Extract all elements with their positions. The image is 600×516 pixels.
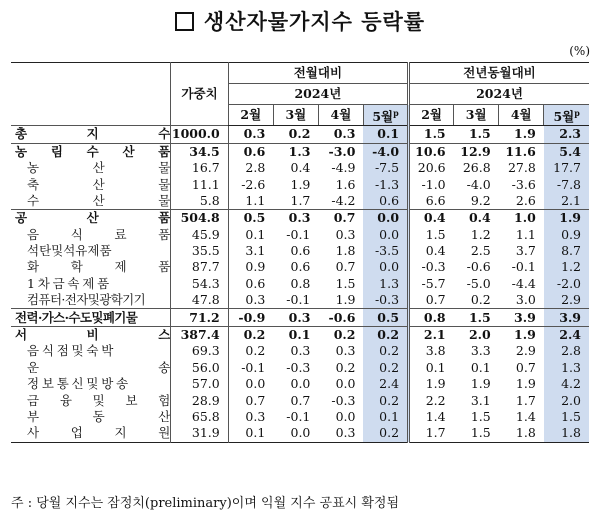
table-row xyxy=(11,243,589,259)
yoy-cell: 12.9 xyxy=(460,143,491,159)
mom-cell: 0.0 xyxy=(228,376,273,392)
yoy-cell: 1.9 xyxy=(515,376,536,392)
yoy-cell: 3.1 xyxy=(470,392,491,408)
yoy-cell: -1.0 xyxy=(409,176,454,192)
table-row xyxy=(11,176,589,192)
row-label: 축 산 물 xyxy=(27,176,171,192)
mom-cell: 0.2 xyxy=(363,392,408,408)
mom-cell: 0.3 xyxy=(335,425,356,441)
mom-cell: 0.1 xyxy=(363,126,408,143)
table-row xyxy=(11,210,589,227)
mom-cell: 0.6 xyxy=(363,193,408,210)
yoy-cell: 1.8 xyxy=(515,425,536,441)
mom-cell: 1.9 xyxy=(290,176,311,192)
mom-cell: 0.7 xyxy=(335,259,356,275)
mom-cell: 0.0 xyxy=(363,210,408,227)
row-label: 컴퓨터·전자및광학기기 xyxy=(27,292,146,308)
yoy-cell: 0.4 xyxy=(468,210,491,226)
yoy-cell: -2.0 xyxy=(544,276,589,292)
yoy-cell: 0.1 xyxy=(470,359,491,375)
mom-cell: -3.0 xyxy=(328,143,356,159)
mom-cell: 0.2 xyxy=(333,327,356,343)
yoy-cell: 2.4 xyxy=(544,326,589,343)
table-row xyxy=(11,259,589,275)
mom-cell: 0.2 xyxy=(363,343,408,359)
table-row xyxy=(11,160,589,176)
mom-cell: -0.3 xyxy=(331,392,356,408)
yoy-cell: -0.3 xyxy=(409,259,454,275)
yoy-cell: 1.5 xyxy=(544,409,589,425)
mom-cell: -0.6 xyxy=(328,309,356,325)
mom-cell: 0.8 xyxy=(290,275,311,291)
yoy-cell: 1.4 xyxy=(515,408,536,424)
yoy-cell: -4.0 xyxy=(466,176,491,192)
yoy-cell: 26.8 xyxy=(462,160,491,176)
mom-cell: 1.9 xyxy=(335,292,356,308)
weight-cell: 54.3 xyxy=(171,276,228,292)
header-month-mom-1: 2월 xyxy=(228,105,273,126)
yoy-cell: -5.7 xyxy=(409,276,454,292)
mom-cell: 0.1 xyxy=(228,425,273,442)
yoy-cell: 1.7 xyxy=(409,425,454,442)
weight-cell: 28.9 xyxy=(171,392,228,408)
weight-cell: 387.4 xyxy=(171,326,228,343)
mom-cell: 0.9 xyxy=(228,259,273,275)
yoy-cell: 0.2 xyxy=(470,292,491,308)
row-label: 공 산 품 xyxy=(15,210,171,226)
yoy-cell: 2.1 xyxy=(409,326,454,343)
yoy-cell: -4.4 xyxy=(511,275,536,291)
mom-cell: 1.3 xyxy=(363,276,408,292)
mom-cell: 0.1 xyxy=(363,409,408,425)
table-row xyxy=(11,425,589,442)
table-row xyxy=(11,376,589,392)
mom-cell: 0.0 xyxy=(335,376,356,392)
header-month-yoy-3: 4월 xyxy=(499,105,544,126)
yoy-cell: 11.6 xyxy=(505,143,536,159)
mom-cell: 0.7 xyxy=(228,392,273,408)
weight-cell: 31.9 xyxy=(171,425,228,442)
table-row xyxy=(11,227,589,243)
weight-cell: 69.3 xyxy=(171,343,228,359)
yoy-cell: -7.8 xyxy=(544,176,589,192)
row-label: 총 지 수 xyxy=(15,126,171,142)
yoy-cell: 1.2 xyxy=(470,226,491,242)
table-row xyxy=(11,126,589,143)
mom-cell: 0.7 xyxy=(290,392,311,408)
header-weight: 가중치 xyxy=(171,63,228,126)
yoy-cell: -5.0 xyxy=(466,275,491,291)
mom-cell: 0.3 xyxy=(335,343,356,359)
table-row xyxy=(11,326,589,343)
yoy-cell: 1.8 xyxy=(544,425,589,442)
row-label: 농 산 물 xyxy=(27,160,171,176)
header-year-yoy: 2024년 xyxy=(409,84,589,105)
mom-cell: -4.0 xyxy=(363,143,408,160)
weight-cell: 71.2 xyxy=(171,309,228,326)
mom-cell: 0.3 xyxy=(333,126,356,142)
weight-cell: 35.5 xyxy=(171,243,228,259)
mom-cell: 0.7 xyxy=(333,210,356,226)
row-label: 운 송 xyxy=(27,359,171,375)
yoy-cell: 17.7 xyxy=(544,160,589,176)
yoy-cell: 20.6 xyxy=(409,160,454,176)
mom-cell: -0.3 xyxy=(286,359,311,375)
mom-cell: 0.3 xyxy=(228,292,273,309)
mom-cell: 0.1 xyxy=(288,327,311,343)
mom-cell: 0.6 xyxy=(228,276,273,292)
mom-cell: 0.3 xyxy=(335,226,356,242)
header-blank xyxy=(11,63,171,126)
yoy-cell: 4.2 xyxy=(544,376,589,392)
yoy-cell: 2.0 xyxy=(468,327,491,343)
yoy-cell: 10.6 xyxy=(409,143,454,160)
mom-cell: 0.6 xyxy=(228,143,273,160)
yoy-cell: 0.9 xyxy=(544,227,589,243)
mom-cell: 0.2 xyxy=(288,126,311,142)
yoy-cell: 2.3 xyxy=(544,126,589,143)
mom-cell: -1.3 xyxy=(363,176,408,192)
mom-cell: 0.0 xyxy=(290,376,311,392)
yoy-cell: 3.0 xyxy=(515,292,536,308)
mom-cell: 0.0 xyxy=(335,408,356,424)
yoy-cell: 1.5 xyxy=(468,126,491,142)
mom-cell: -0.1 xyxy=(286,292,311,308)
row-label: 음 식 료 품 xyxy=(27,226,171,242)
yoy-cell: 0.8 xyxy=(409,309,454,326)
yoy-cell: 0.1 xyxy=(409,360,454,376)
yoy-cell: 2.8 xyxy=(544,343,589,359)
weight-cell: 1000.0 xyxy=(171,126,228,143)
yoy-cell: 3.8 xyxy=(409,343,454,359)
yoy-cell: 1.9 xyxy=(514,126,536,142)
mom-cell: -2.6 xyxy=(228,176,273,192)
footnote: 주 : 당월 지수는 잠정치(preliminary)이며 익월 지수 공표시 확정됨 xyxy=(11,496,400,511)
mom-cell: -4.2 xyxy=(331,192,356,208)
mom-cell: 2.4 xyxy=(363,376,408,392)
mom-cell: 0.3 xyxy=(228,126,273,143)
row-label: 사 업 지 원 xyxy=(27,425,171,441)
yoy-cell: 2.9 xyxy=(515,343,536,359)
mom-cell: -3.5 xyxy=(363,243,408,259)
row-label: 전력·가스·수도및폐기물 xyxy=(15,309,138,325)
header-mom: 전월대비 xyxy=(228,63,408,84)
page-title: 생산자물가지수 등락률 xyxy=(0,6,600,36)
yoy-cell: 1.5 xyxy=(409,126,454,143)
mom-cell: -4.9 xyxy=(331,160,356,176)
mom-cell: -0.1 xyxy=(286,408,311,424)
mom-cell: 0.2 xyxy=(363,326,408,343)
weight-cell: 16.7 xyxy=(171,160,228,176)
row-label: 농 림 수 산 품 xyxy=(15,143,171,159)
mom-cell: 0.6 xyxy=(290,243,311,259)
weight-cell: 57.0 xyxy=(171,376,228,392)
header-month-yoy-1: 2월 xyxy=(409,105,454,126)
table-row xyxy=(11,309,589,326)
table-row xyxy=(11,276,589,292)
header-month-yoy-2: 3월 xyxy=(454,105,499,126)
mom-cell: 0.3 xyxy=(290,343,311,359)
header-month-mom-2: 3월 xyxy=(273,105,318,126)
row-label: 화 학 제 품 xyxy=(27,259,171,275)
yoy-cell: 2.9 xyxy=(544,292,589,309)
yoy-cell: 1.9 xyxy=(514,327,536,343)
header-month-mom-4: 5월$^p$ xyxy=(363,105,408,126)
row-label: 1 차 금 속 제 품 xyxy=(27,275,109,291)
mom-cell: 0.6 xyxy=(290,259,311,275)
mom-cell: -0.9 xyxy=(228,309,273,326)
yoy-cell: 8.7 xyxy=(544,243,589,259)
table-row xyxy=(11,360,589,376)
yoy-cell: 1.2 xyxy=(544,259,589,275)
row-label: 부 동 산 xyxy=(27,408,171,424)
yoy-cell: 5.4 xyxy=(544,143,589,160)
header-year-mom: 2024년 xyxy=(228,84,408,105)
weight-cell: 34.5 xyxy=(171,143,228,160)
yoy-cell: 9.2 xyxy=(470,192,491,208)
mom-cell: 1.6 xyxy=(335,176,356,192)
yoy-cell: 1.5 xyxy=(468,309,491,325)
weight-cell: 87.7 xyxy=(171,259,228,275)
mom-cell: 1.3 xyxy=(288,143,311,159)
mom-cell: -0.1 xyxy=(286,226,311,242)
table-row xyxy=(11,143,589,160)
weight-cell: 45.9 xyxy=(171,227,228,243)
yoy-cell: -3.6 xyxy=(511,176,536,192)
mom-cell: 3.1 xyxy=(228,243,273,259)
yoy-cell: 1.5 xyxy=(470,425,491,441)
yoy-cell: 1.7 xyxy=(515,392,536,408)
yoy-cell: 1.3 xyxy=(544,360,589,376)
yoy-cell: 1.9 xyxy=(470,376,491,392)
weight-cell: 504.8 xyxy=(171,210,228,227)
yoy-cell: 0.4 xyxy=(409,210,454,227)
unit-label: (%) xyxy=(569,44,590,58)
mom-cell: 0.3 xyxy=(228,409,273,425)
mom-cell: 0.3 xyxy=(288,309,311,325)
header-month-yoy-4: 5월$^p$ xyxy=(544,105,589,126)
mom-cell: 0.1 xyxy=(228,227,273,243)
checkbox-square-icon xyxy=(175,12,194,31)
weight-cell: 47.8 xyxy=(171,292,228,309)
mom-cell: 2.8 xyxy=(228,160,273,176)
yoy-cell: 1.1 xyxy=(515,226,536,242)
row-label: 금 융 및 보 험 xyxy=(27,392,171,408)
weight-cell: 5.8 xyxy=(171,193,228,210)
row-label: 음 식 점 및 숙 박 xyxy=(27,343,113,359)
yoy-cell: 2.5 xyxy=(470,243,491,259)
header-yoy: 전년동월대비 xyxy=(409,63,589,84)
mom-cell: -7.5 xyxy=(363,160,408,176)
row-label: 서 비 스 xyxy=(15,327,171,343)
mom-cell: 1.7 xyxy=(290,192,311,208)
mom-cell: 0.3 xyxy=(288,210,311,226)
yoy-cell: 3.9 xyxy=(514,309,536,325)
table-row xyxy=(11,392,589,408)
mom-cell: 0.2 xyxy=(363,360,408,376)
yoy-cell: 3.3 xyxy=(470,343,491,359)
row-label: 석탄및석유제품 xyxy=(27,243,112,259)
yoy-cell: 6.6 xyxy=(409,193,454,210)
table-row xyxy=(11,292,589,309)
mom-cell: 1.8 xyxy=(335,243,356,259)
yoy-cell: 0.4 xyxy=(409,243,454,259)
yoy-cell: 2.1 xyxy=(544,193,589,210)
mom-cell: 0.5 xyxy=(228,210,273,227)
mom-cell: 0.2 xyxy=(228,326,273,343)
yoy-cell: 0.7 xyxy=(515,359,536,375)
yoy-cell: 0.7 xyxy=(409,292,454,309)
yoy-cell: 2.0 xyxy=(544,392,589,408)
mom-cell: 0.0 xyxy=(290,425,311,441)
yoy-cell: 1.0 xyxy=(514,210,536,226)
yoy-cell: 1.5 xyxy=(409,227,454,243)
yoy-cell: 3.7 xyxy=(515,243,536,259)
mom-cell: 0.0 xyxy=(363,259,408,275)
yoy-cell: -0.6 xyxy=(466,259,491,275)
weight-cell: 56.0 xyxy=(171,360,228,376)
table-row xyxy=(11,193,589,210)
mom-cell: 0.5 xyxy=(363,309,408,326)
weight-cell: 65.8 xyxy=(171,409,228,425)
ppi-table xyxy=(11,62,589,443)
yoy-cell: 1.9 xyxy=(409,376,454,392)
yoy-cell: 2.2 xyxy=(409,392,454,408)
row-label: 정 보 통 신 및 방 송 xyxy=(27,376,128,392)
yoy-cell: -0.1 xyxy=(511,259,536,275)
table-row xyxy=(11,343,589,359)
mom-cell: 1.5 xyxy=(335,275,356,291)
mom-cell: 0.4 xyxy=(290,160,311,176)
yoy-cell: 1.4 xyxy=(409,409,454,425)
mom-cell: 0.0 xyxy=(363,227,408,243)
yoy-cell: 2.6 xyxy=(515,192,536,208)
yoy-cell: 3.9 xyxy=(544,309,589,326)
mom-cell: -0.1 xyxy=(228,360,273,376)
weight-cell: 11.1 xyxy=(171,176,228,192)
mom-cell: 0.2 xyxy=(363,425,408,442)
yoy-cell: 1.5 xyxy=(470,408,491,424)
mom-cell: 0.2 xyxy=(228,343,273,359)
mom-cell: -0.3 xyxy=(363,292,408,309)
row-label: 수 산 물 xyxy=(27,192,171,208)
mom-cell: 1.1 xyxy=(228,193,273,210)
yoy-cell: 1.9 xyxy=(544,210,589,227)
header-month-mom-3: 4월 xyxy=(318,105,363,126)
yoy-cell: 27.8 xyxy=(507,160,536,176)
mom-cell: 0.2 xyxy=(335,359,356,375)
table-row xyxy=(11,409,589,425)
